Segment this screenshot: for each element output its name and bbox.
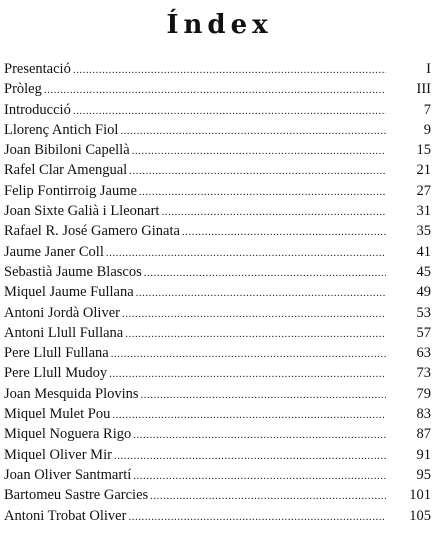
dot-leader bbox=[109, 364, 386, 384]
dot-leader bbox=[144, 263, 386, 283]
toc-entry[interactable] bbox=[4, 303, 431, 323]
toc-entry-label: Llorenç Antich Fiol bbox=[4, 121, 119, 138]
toc-entry[interactable] bbox=[4, 100, 431, 120]
toc-entry-page: 83 bbox=[416, 406, 431, 423]
toc-entry-page: 53 bbox=[416, 304, 431, 321]
dot-leader bbox=[129, 161, 386, 181]
toc-entry-label: Antoni Trobat Oliver bbox=[4, 507, 127, 524]
page-title: Índex bbox=[166, 10, 273, 40]
toc-entry-page: 105 bbox=[409, 507, 431, 524]
toc-entry-label: Sebastià Jaume Blascos bbox=[4, 263, 142, 280]
toc-entry-label: Rafel Clar Amengual bbox=[4, 162, 128, 179]
toc-entry[interactable] bbox=[4, 59, 431, 79]
toc-entry-page: 91 bbox=[416, 446, 431, 463]
dot-leader bbox=[161, 202, 386, 222]
toc-entry-label: Introducció bbox=[4, 101, 71, 118]
toc-entry-page: 31 bbox=[416, 203, 431, 220]
dot-leader bbox=[139, 182, 386, 202]
toc-entry-page: 35 bbox=[416, 223, 431, 240]
toc-entry[interactable] bbox=[4, 262, 431, 282]
dot-leader bbox=[133, 466, 386, 486]
toc-entry[interactable] bbox=[4, 323, 431, 343]
toc-entry[interactable] bbox=[4, 160, 431, 180]
toc-entry-label: Miquel Noguera Rigo bbox=[4, 426, 132, 443]
toc-entry-label: Joan Mesquida Plovins bbox=[4, 385, 139, 402]
toc-entry-label: Pere Llull Mudoy bbox=[4, 365, 108, 382]
toc-entry[interactable] bbox=[4, 140, 431, 160]
dot-leader bbox=[141, 385, 386, 405]
toc-entry[interactable] bbox=[4, 343, 431, 363]
toc-entry[interactable] bbox=[4, 363, 431, 383]
toc-entry-label: Joan Sixte Galià i Lleonart bbox=[4, 203, 160, 220]
dot-leader bbox=[111, 344, 386, 364]
toc-entry-page: 101 bbox=[409, 487, 431, 504]
dot-leader bbox=[114, 446, 386, 466]
toc-entry-page: 15 bbox=[416, 142, 431, 159]
toc-entry[interactable] bbox=[4, 465, 431, 485]
toc-entry[interactable] bbox=[4, 221, 431, 241]
dot-leader bbox=[122, 304, 386, 324]
toc-entry-page: 41 bbox=[416, 243, 431, 260]
toc-entry-page: 9 bbox=[423, 121, 431, 138]
dot-leader bbox=[128, 507, 386, 527]
toc-entry[interactable] bbox=[4, 445, 431, 465]
toc-entry-label: Miquel Oliver Mir bbox=[4, 446, 112, 463]
toc-entry-label: Felip Fontirroig Jaume bbox=[4, 182, 137, 199]
dot-leader bbox=[112, 405, 386, 425]
toc-entry-label: Antoni Llull Fullana bbox=[4, 324, 124, 341]
toc-entry[interactable] bbox=[4, 181, 431, 201]
toc-entry-page: 49 bbox=[416, 284, 431, 301]
dot-leader bbox=[44, 80, 386, 100]
dot-leader bbox=[136, 283, 386, 303]
toc-entry-page: 45 bbox=[416, 263, 431, 280]
dot-leader bbox=[132, 141, 386, 161]
toc-entry-page: 87 bbox=[416, 426, 431, 443]
toc-entry[interactable] bbox=[4, 506, 431, 526]
toc-entry[interactable] bbox=[4, 282, 431, 302]
toc-entry-label: Joan Oliver Santmartí bbox=[4, 466, 132, 483]
toc-entry[interactable] bbox=[4, 384, 431, 404]
toc-entry-label: Pere Llull Fullana bbox=[4, 345, 109, 362]
dot-leader bbox=[133, 425, 386, 445]
dot-leader bbox=[106, 243, 386, 263]
toc-entry-page: 57 bbox=[416, 324, 431, 341]
toc-entry-page: 27 bbox=[416, 182, 431, 199]
dot-leader bbox=[73, 101, 386, 121]
dot-leader bbox=[150, 486, 386, 506]
toc-entry-label: Bartomeu Sastre Garcies bbox=[4, 487, 149, 504]
toc-entry-label: Joan Bibiloni Capellà bbox=[4, 142, 130, 159]
dot-leader bbox=[182, 222, 386, 242]
toc-entry-page: 79 bbox=[416, 385, 431, 402]
toc-entry-label: Antoni Jordà Oliver bbox=[4, 304, 120, 321]
toc-entry[interactable] bbox=[4, 404, 431, 424]
toc-entry-page: 73 bbox=[416, 365, 431, 382]
toc-entry-label: Rafael R. José Gamero Ginata bbox=[4, 223, 180, 240]
toc-entry[interactable] bbox=[4, 424, 431, 444]
dot-leader bbox=[73, 60, 386, 80]
dot-leader bbox=[125, 324, 386, 344]
toc-entry-label: Presentació bbox=[4, 61, 71, 77]
toc-entry-label: Jaume Janer Coll bbox=[4, 243, 104, 260]
toc-entry-page: 63 bbox=[416, 345, 431, 362]
toc-entry-page: 95 bbox=[416, 466, 431, 483]
toc-entry[interactable] bbox=[4, 242, 431, 262]
toc-entry[interactable] bbox=[4, 79, 431, 99]
toc-entry-page: 7 bbox=[423, 101, 431, 118]
toc-entry-label: Miquel Jaume Fullana bbox=[4, 284, 134, 301]
table-of-contents bbox=[4, 59, 431, 526]
toc-entry-page: III bbox=[416, 81, 431, 98]
toc-entry-label: Miquel Mulet Pou bbox=[4, 406, 111, 423]
toc-entry[interactable] bbox=[4, 485, 431, 505]
toc-entry-label: Pròleg bbox=[4, 81, 42, 98]
toc-entry[interactable] bbox=[4, 120, 431, 140]
toc-entry[interactable] bbox=[4, 201, 431, 221]
toc-entry-page: I bbox=[426, 61, 431, 77]
toc-entry-page: 21 bbox=[416, 162, 431, 179]
dot-leader bbox=[120, 121, 386, 141]
